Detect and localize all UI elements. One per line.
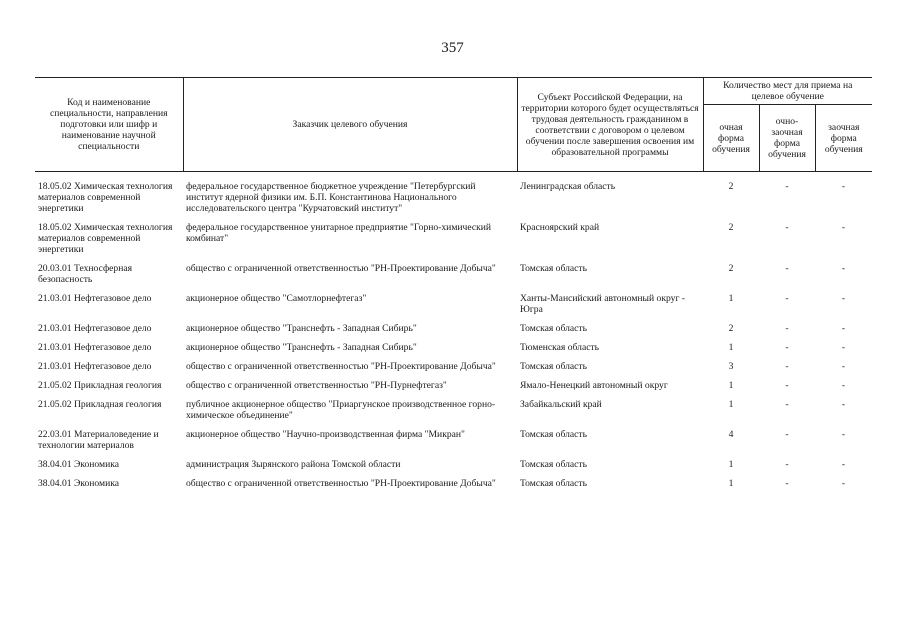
- full-time-cell: 1: [728, 459, 734, 470]
- subject-cell: Ленинградская область: [520, 181, 616, 192]
- code-cell: 21.03.01 Нефтегазовое дело: [38, 361, 152, 372]
- full-time-cell: 2: [728, 181, 734, 192]
- part-time-cell: -: [785, 478, 789, 489]
- extramural-cell: -: [841, 399, 846, 410]
- table-row: [35, 399, 872, 429]
- code-cell: 38.04.01 Экономика: [38, 459, 120, 470]
- subject-cell: Томская область: [520, 429, 587, 440]
- customer-cell: федеральное государственное бюджетное учреждение "Петербургский институт ядерной физики им. Б.П. Константинова Национального исследовательского центра "Курчатовский институт": [186, 181, 476, 214]
- customer-cell: акционерное общество "Транснефть - Западная Сибирь": [186, 323, 417, 334]
- table-row: [35, 459, 872, 478]
- extramural-cell: -: [841, 181, 846, 192]
- full-time-cell: 4: [728, 429, 734, 440]
- extramural-cell: -: [841, 293, 846, 304]
- full-time-cell: 1: [728, 380, 734, 391]
- part-time-cell: -: [785, 323, 789, 334]
- table-row: [35, 263, 872, 293]
- customer-cell: общество с ограниченной ответственностью "РН-Проектирование Добыча": [186, 361, 496, 372]
- table-row: [35, 181, 872, 222]
- part-time-cell: -: [785, 222, 789, 233]
- code-cell: 21.05.02 Прикладная геология: [38, 399, 162, 410]
- header-full-time: очная форма обучения: [703, 105, 759, 172]
- table-header: [35, 78, 872, 172]
- full-time-cell: 1: [728, 399, 734, 410]
- target-admission-table: [35, 77, 872, 497]
- extramural-cell: -: [841, 342, 846, 353]
- customer-cell: акционерное общество "Научно-производственная фирма "Микран": [186, 429, 465, 440]
- subject-cell: Забайкальский край: [520, 399, 602, 410]
- header-subject: Субъект Российской Федерации, на территории которого будет осуществляться трудовая деятельность гражданином в соответствии с договором о целевом обучении после завершения освоения им образовательной программы: [517, 78, 703, 172]
- part-time-cell: -: [785, 263, 789, 274]
- full-time-cell: 1: [728, 478, 734, 489]
- customer-cell: общество с ограниченной ответственностью "РН-Пурнефтегаз": [186, 380, 447, 391]
- header-customer: Заказчик целевого обучения: [183, 78, 517, 172]
- table-row: [35, 342, 872, 361]
- subject-cell: Тюменская область: [520, 342, 600, 353]
- table-row: [35, 380, 872, 399]
- code-cell: 21.03.01 Нефтегазовое дело: [38, 342, 152, 353]
- code-cell: 21.03.01 Нефтегазовое дело: [38, 293, 152, 304]
- table-row: [35, 222, 872, 263]
- table-row: [35, 323, 872, 342]
- code-cell: 38.04.01 Экономика: [38, 478, 120, 489]
- extramural-cell: -: [841, 459, 846, 470]
- header-code: Код и наименование специальности, направления подготовки или шифр и наименование научной специальности: [35, 78, 183, 172]
- part-time-cell: -: [785, 380, 789, 391]
- extramural-cell: -: [841, 361, 846, 372]
- full-time-cell: 2: [728, 323, 734, 334]
- table-row: [35, 361, 872, 380]
- customer-cell: федеральное государственное унитарное предприятие "Горно-химический комбинат": [186, 222, 492, 244]
- subject-cell: Ямало-Ненецкий автономный округ: [520, 380, 668, 391]
- full-time-cell: 1: [728, 342, 734, 353]
- subject-cell: Ханты-Мансийский автономный округ - Югра: [520, 293, 685, 315]
- extramural-cell: -: [841, 478, 846, 489]
- full-time-cell: 3: [728, 361, 734, 372]
- code-cell: 20.03.01 Техносферная безопасность: [38, 263, 133, 285]
- page-number: 357: [441, 40, 464, 56]
- extramural-cell: -: [841, 263, 846, 274]
- customer-cell: общество с ограниченной ответственностью "РН-Проектирование Добыча": [186, 478, 496, 489]
- part-time-cell: -: [785, 459, 789, 470]
- part-time-cell: -: [785, 399, 789, 410]
- subject-cell: Томская область: [520, 263, 587, 274]
- part-time-cell: -: [785, 181, 789, 192]
- code-cell: 21.03.01 Нефтегазовое дело: [38, 323, 152, 334]
- table-row: [35, 293, 872, 323]
- customer-cell: акционерное общество "Самотлорнефтегаз": [186, 293, 367, 304]
- code-cell: 22.03.01 Материаловедение и технологии материалов: [38, 429, 159, 451]
- header-places: Количество мест для приема на целевое обучение: [703, 78, 872, 105]
- table-row: [35, 478, 872, 497]
- code-cell: 18.05.02 Химическая технология материалов современной энергетики: [38, 181, 173, 214]
- customer-cell: администрация Зырянского района Томской области: [186, 459, 401, 470]
- subject-cell: Томская область: [520, 323, 587, 334]
- part-time-cell: -: [785, 361, 789, 372]
- header-extramural: заочная форма обучения: [815, 105, 872, 172]
- extramural-cell: -: [841, 429, 846, 440]
- subject-cell: Томская область: [520, 478, 587, 489]
- code-cell: 18.05.02 Химическая технология материалов современной энергетики: [38, 222, 173, 255]
- subject-cell: Красноярский край: [520, 222, 600, 233]
- table-body: [35, 172, 872, 498]
- customer-cell: общество с ограниченной ответственностью "РН-Проектирование Добыча": [186, 263, 496, 274]
- part-time-cell: -: [785, 342, 789, 353]
- customer-cell: публичное акционерное общество "Приаргунское производственное горно-химическое объединение": [186, 399, 496, 421]
- extramural-cell: -: [841, 323, 846, 334]
- extramural-cell: -: [841, 380, 846, 391]
- header-part-time: очно-заочная форма обучения: [759, 105, 815, 172]
- full-time-cell: 2: [728, 222, 734, 233]
- extramural-cell: -: [841, 222, 846, 233]
- full-time-cell: 1: [728, 293, 734, 304]
- subject-cell: Томская область: [520, 459, 587, 470]
- part-time-cell: -: [785, 429, 789, 440]
- table-row: [35, 429, 872, 459]
- full-time-cell: 2: [728, 263, 734, 274]
- header-spacer: [35, 172, 872, 182]
- customer-cell: акционерное общество "Транснефть - Западная Сибирь": [186, 342, 417, 353]
- part-time-cell: -: [785, 293, 789, 304]
- code-cell: 21.05.02 Прикладная геология: [38, 380, 162, 391]
- subject-cell: Томская область: [520, 361, 587, 372]
